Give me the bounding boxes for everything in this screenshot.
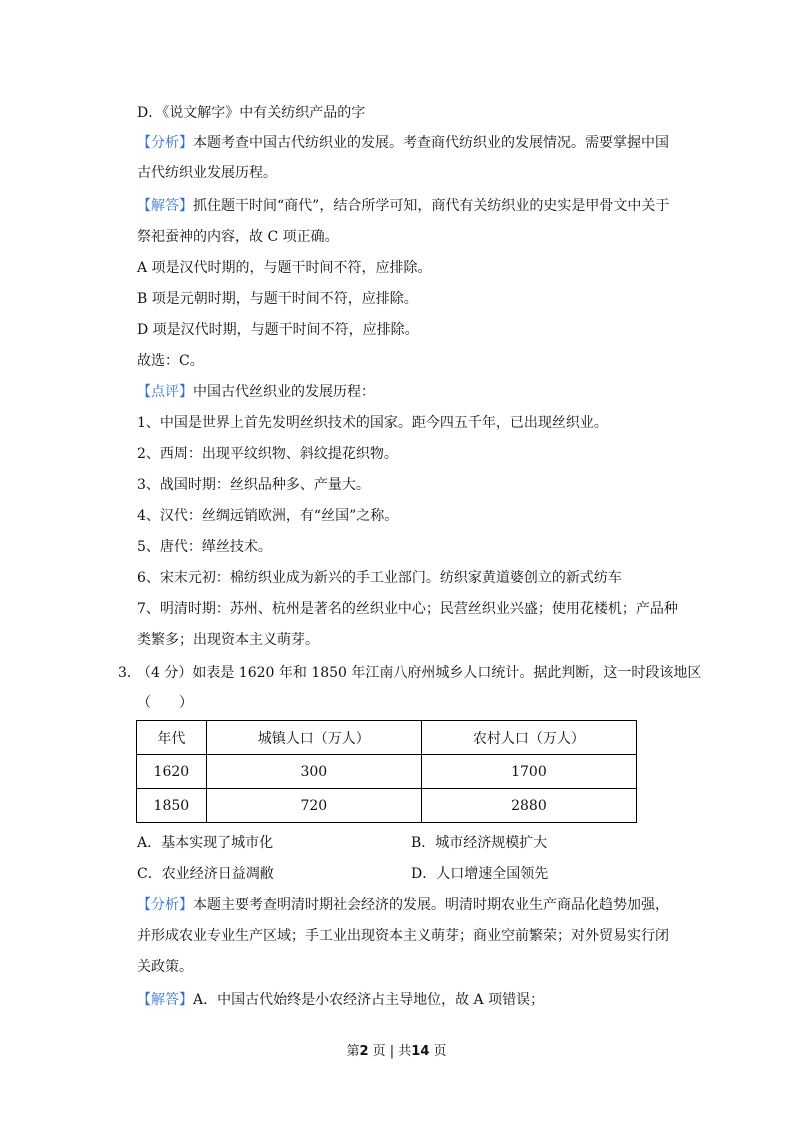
option-d: D．人口增速全国领先: [411, 866, 549, 882]
footer-mid: 页 | 共: [372, 1044, 412, 1059]
comment-item-7: 7、明清时期：苏州、杭州是著名的丝织业中心；民营丝织业兴盛；使用花楼机；产品种: [137, 601, 678, 617]
footer-prefix: 第: [346, 1044, 360, 1059]
table-row: [137, 789, 637, 823]
q3-analysis-paragraph: [137, 895, 669, 915]
comment-item-1: 1、中国是世界上首先发明丝织技术的国家。距今四五千年，已出现丝织业。: [137, 415, 608, 431]
population-table: [136, 720, 637, 823]
answer-text: 抓住题干时间“商代”，结合所学可知，商代有关纺织业的史实是甲骨文中关于: [193, 198, 670, 214]
comment-tag: 【点评】: [137, 384, 193, 400]
option-b: B．城市经济规模扩大: [411, 835, 548, 851]
table-cell: 1850: [137, 789, 207, 823]
analysis-text-cont: 古代纺织业发展历程。: [137, 165, 277, 181]
q3-analysis-cont-2: 关政策。: [137, 959, 193, 975]
comment-item-5: 5、唐代：缂丝技术。: [137, 539, 272, 555]
answer-paragraph: [137, 196, 669, 216]
comment-item-3: 3、战国时期：丝织品种多、产量大。: [137, 477, 370, 493]
question-stem: （4 分）如表是 1620 年和 1850 年江南八府州城乡人口统计。据此判断，这一时段该地区: [137, 665, 702, 681]
analysis-text: 本题考查中国古代纺织业的发展。考查商代纺织业的发展情况。需要掌握中国: [193, 135, 669, 151]
table-header-row: [137, 721, 637, 755]
answer-text-cont: 祭祀蚕神的内容，故 C 项正确。: [137, 229, 339, 245]
option-c: C．农业经济日益凋敝: [137, 866, 274, 882]
answer-tag: 【解答】: [137, 198, 193, 214]
table-header-cell: 农村人口（万人）: [421, 721, 636, 755]
page-footer: [0, 1040, 793, 1059]
answer-line-d: D 项是汉代时期，与题干时间不符，应排除。: [137, 322, 419, 338]
comment-item-2: 2、西周：出现平纹织物、斜纹提花织物。: [137, 446, 398, 462]
comment-item-6: 6、宋末元初：棉纺织业成为新兴的手工业部门。纺织家黄道婆创立的新式纺车: [137, 570, 622, 586]
table-cell: 2880: [421, 789, 636, 823]
table-header-cell: 年代: [137, 721, 207, 755]
question-number: 3．: [118, 665, 141, 681]
q3-answer-paragraph: [137, 990, 544, 1010]
comment-item-4: 4、汉代：丝绸远销欧洲，有“丝国”之称。: [137, 508, 399, 524]
answer-choice: 故选：C。: [137, 353, 204, 369]
table-header-cell: 城镇人口（万人）: [206, 721, 421, 755]
analysis-text: 本题主要考查明清时期社会经济的发展。明清时期农业生产商品化趋势加强，: [193, 897, 669, 913]
total-page-number: 14: [411, 1044, 430, 1059]
analysis-tag: 【分析】: [137, 897, 193, 913]
analysis-tag: 【分析】: [137, 135, 193, 151]
current-page-number: 2: [359, 1044, 369, 1059]
option-a: A．基本实现了城市化: [137, 835, 274, 851]
footer-suffix: 页: [433, 1044, 447, 1059]
q3-analysis-cont: 并形成农业专业生产区域；手工业出现资本主义萌芽；商业空前繁荣；对外贸易实行闭: [137, 928, 669, 944]
table-row: [137, 755, 637, 789]
table-cell: 720: [206, 789, 421, 823]
comment-title: 中国古代丝织业的发展历程：: [193, 384, 375, 400]
table-cell: 300: [206, 755, 421, 789]
answer-tag: 【解答】: [137, 992, 193, 1008]
comment-item-7-cont: 类繁多；出现资本主义萌芽。: [137, 632, 319, 648]
table-cell: 1700: [421, 755, 636, 789]
answer-text: A．中国古代始终是小农经济占主导地位，故 A 项错误；: [193, 992, 545, 1008]
table-cell: 1620: [137, 755, 207, 789]
answer-blank: （ ）: [137, 695, 193, 711]
comment-paragraph: [137, 382, 375, 402]
analysis-paragraph: [137, 133, 669, 153]
answer-line-b: B 项是元朝时期，与题干时间不符，应排除。: [137, 291, 418, 307]
option-d-text: D．《说文解字》中有关纺织产品的字: [137, 105, 366, 121]
answer-line-a: A 项是汉代时期的，与题干时间不符，应排除。: [137, 260, 432, 276]
